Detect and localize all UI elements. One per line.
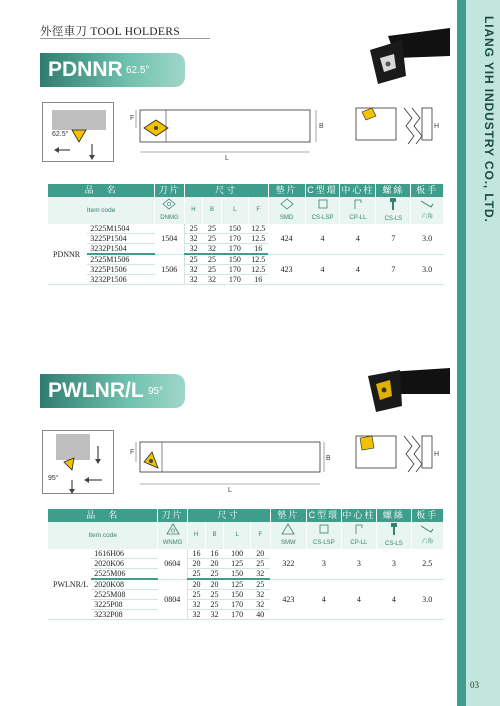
dim-h: 32 [184,244,203,255]
insert-icon-cell [158,522,187,549]
model-group-label: PDNNR [48,224,87,285]
dim-label-h: H [434,123,440,130]
cutting-angle-diagram-pdnnr [42,102,114,162]
banner-angle: 62.5° [126,65,150,76]
dim-h: 25 [187,590,205,600]
dim-f: 16 [248,275,268,285]
header-cell: 刀片 [155,184,184,197]
item-code: 2525M08 [91,590,158,600]
screw-code: 7 [376,254,411,285]
tool-sideview-pdnnr [354,104,446,154]
item-code: 2020K06 [91,559,158,569]
dim-h: 32 [187,610,205,620]
page-title: 外徑車刀 TOOL HOLDERS [40,26,180,38]
item-code-label: Item code [48,197,155,224]
dim-b: 25 [205,569,223,580]
screw-icon [388,522,400,536]
dim-h: 25 [184,224,203,234]
item-code: 3225P1504 [87,234,155,244]
cutting-angle-diagram-pwlnr [42,430,114,494]
dim-b: 25 [203,234,222,244]
center-pin-icon [353,523,365,535]
dim-h: 32 [184,275,203,285]
dim-f-label: F [251,522,270,549]
dim-f: 12.5 [248,224,268,234]
dim-l: 170 [224,600,251,610]
banner-title: PDNNR [48,58,123,81]
dim-b: 16 [205,549,223,559]
item-code: 2525M1506 [87,254,155,265]
shim-icon-cell [268,197,305,224]
insert-trigon-icon [165,523,181,535]
dim-label-l: L [225,155,229,162]
tool-photo-pdnnr [366,28,454,88]
dim-h: 25 [187,569,205,580]
dim-l-label: L [221,197,248,224]
insert-type-label: DNMG [160,215,179,221]
shim-icon-cell [270,522,307,549]
dim-b: 32 [203,244,222,255]
shim-label: SMW [280,540,296,546]
header-cell: 中心柱 [341,185,375,195]
shim-icon [280,523,296,535]
c-ring-icon [318,523,330,535]
section-banner-pwlnr [40,374,185,408]
table-row [48,549,444,559]
angle-label: 62.5° [52,131,69,138]
dim-label-f: F [130,449,135,456]
angle-label: 95° [48,475,59,482]
table-row [48,579,444,590]
item-code: 1616H06 [91,549,158,559]
shim-label: SMD [279,215,294,221]
dim-l: 125 [224,579,251,590]
model-group-label: PWLNR/L [48,549,91,620]
dim-f: 12.5 [248,265,268,275]
tool-drawing-pdnnr [130,100,330,166]
header-cell: 品 名 [48,184,155,197]
dim-f: 32 [251,569,270,580]
item-code: 3232P1506 [87,275,155,285]
section-banner-pdnnr [40,53,185,87]
dim-h-label: H [184,197,203,224]
wrench-icon-cell [411,197,444,224]
dim-f: 12.5 [248,234,268,244]
dim-f: 32 [251,600,270,610]
clamp-code: 4 [305,224,340,254]
shim-code: 423 [270,579,307,620]
insert-icon-cell [155,197,184,224]
header-cell: C型環 [305,184,340,197]
header-cell: 尺寸 [187,509,270,522]
screw-icon-cell [376,197,411,224]
shim-code: 423 [268,254,305,285]
pin-label: CP-LL [350,540,368,546]
header-cell: 螺絲 [376,184,411,197]
dim-h: 32 [184,265,203,275]
screw-code: 7 [376,224,411,254]
spec-table-pwlnr [48,509,444,620]
pin-icon-cell [340,197,376,224]
screw-icon-cell [377,522,411,549]
dim-b: 20 [205,559,223,569]
dim-h: 16 [187,549,205,559]
dim-label-h: H [434,451,440,458]
table-header-row [48,509,444,522]
shim-code: 424 [268,224,305,254]
insert-code: 1506 [155,254,184,285]
dim-label-b: B [319,123,324,130]
dim-f: 40 [251,610,270,620]
dim-l: 170 [221,275,248,285]
dim-b: 25 [203,224,222,234]
dim-b-label: B [205,522,223,549]
dim-b: 20 [205,579,223,590]
item-code: 3232P08 [91,610,158,620]
insert-type-label: WNMG [162,540,183,546]
dim-b: 25 [205,590,223,600]
side-company-name [466,16,500,236]
pin-label: CP-LL [349,215,367,221]
clamp-icon-cell [307,522,341,549]
spec-table-pdnnr [48,184,444,285]
item-code: 2525M06 [91,569,158,580]
tool-drawing-pwlnr [130,430,330,496]
dim-h: 32 [187,600,205,610]
center-pin-icon [352,198,364,210]
dim-h: 25 [184,254,203,265]
wrench-size: 3.0 [411,254,444,285]
dim-f: 25 [251,579,270,590]
dim-l: 170 [221,244,248,255]
dim-b: 25 [205,600,223,610]
pin-code: 4 [340,224,376,254]
item-code: 2020K08 [91,579,158,590]
hex-key-icon [419,199,435,209]
tool-sideview-pwlnr [354,432,446,482]
banner-angle: 95° [148,386,164,397]
dim-b-label: B [203,197,222,224]
dim-h: 32 [184,234,203,244]
side-strip-accent [457,0,466,706]
screw-label: CS-LS [384,216,403,222]
insert-diamond-icon [161,198,177,210]
dim-l: 170 [221,234,248,244]
clamp-icon-cell [305,197,340,224]
item-code: 3225P08 [91,600,158,610]
insert-code: 0804 [158,579,187,620]
dim-b: 25 [203,254,222,265]
pin-code: 4 [340,254,376,285]
dim-h-label: H [187,522,205,549]
hex-key-icon [419,524,435,534]
table-row [48,254,444,265]
header-cell: 墊片 [270,509,307,522]
item-code: 3225P1506 [87,265,155,275]
pin-icon-cell [341,522,377,549]
wrench-label: 六角 [421,539,434,545]
dim-f-label: F [248,197,268,224]
shim-code: 322 [270,549,307,579]
header-cell: 品 名 [48,509,158,522]
clamp-code: 4 [307,579,341,620]
dim-l: 150 [224,569,251,580]
screw-code: 3 [377,549,411,579]
table-header-row [48,184,444,197]
pin-code: 4 [341,579,377,620]
wrench-size: 3.0 [411,579,443,620]
dim-l: 150 [224,590,251,600]
header-divider [40,38,210,39]
table-subheader-row [48,197,444,224]
screw-icon [387,197,399,211]
c-ring-icon [317,198,329,210]
table-row [48,224,444,234]
tool-photo-pwlnr [366,366,454,418]
shim-icon [279,198,295,210]
dim-label-b: B [326,455,331,462]
dim-b: 32 [205,610,223,620]
wrench-size: 2.5 [411,549,443,579]
item-code-label: Item code [48,522,158,549]
dim-l: 170 [224,610,251,620]
dim-l: 170 [221,265,248,275]
wrench-icon-cell [411,522,443,549]
header-cell: 尺寸 [184,184,268,197]
dim-h: 20 [187,579,205,590]
dim-l-label: L [224,522,251,549]
dim-h: 20 [187,559,205,569]
dim-b: 32 [203,275,222,285]
clamp-label: CS-LSP [311,215,334,221]
header-cell: 刀片 [158,509,187,522]
header-cell: C型環 [308,510,340,520]
wrench-label: 六角 [421,214,434,220]
wrench-size: 3.0 [411,224,444,254]
clamp-code: 4 [305,254,340,285]
dim-l: 100 [224,549,251,559]
dim-label-l: L [228,487,232,494]
dim-f: 16 [248,244,268,255]
dim-f: 20 [251,549,270,559]
item-code: 2525M1504 [87,224,155,234]
dim-label-f: F [130,115,135,122]
dim-f: 32 [251,590,270,600]
dim-l: 125 [224,559,251,569]
dim-l: 150 [221,224,248,234]
clamp-code: 3 [307,549,341,579]
header-cell: 板手 [411,184,444,197]
insert-code: 0604 [158,549,187,579]
screw-code: 4 [377,579,411,620]
dim-f: 25 [251,559,270,569]
header-cell: 墊片 [268,184,305,197]
dim-l: 150 [221,254,248,265]
banner-title: PWLNR/L [48,379,144,402]
dim-b: 25 [203,265,222,275]
company-name: LIANG YIH INDUSTRY CO., LTD. [482,16,496,223]
header-cell: 螺絲 [377,509,411,522]
header-cell: 中心柱 [342,510,376,520]
dim-f: 12.5 [248,254,268,265]
page-number: 03 [470,680,479,690]
table-subheader-row [48,522,444,549]
clamp-label: CS-LSP [313,540,335,546]
screw-label: CS-LS [385,541,403,547]
item-code: 3232P1504 [87,244,155,255]
header-cell: 板手 [411,509,443,522]
insert-code: 1504 [155,224,184,254]
pin-code: 3 [341,549,377,579]
